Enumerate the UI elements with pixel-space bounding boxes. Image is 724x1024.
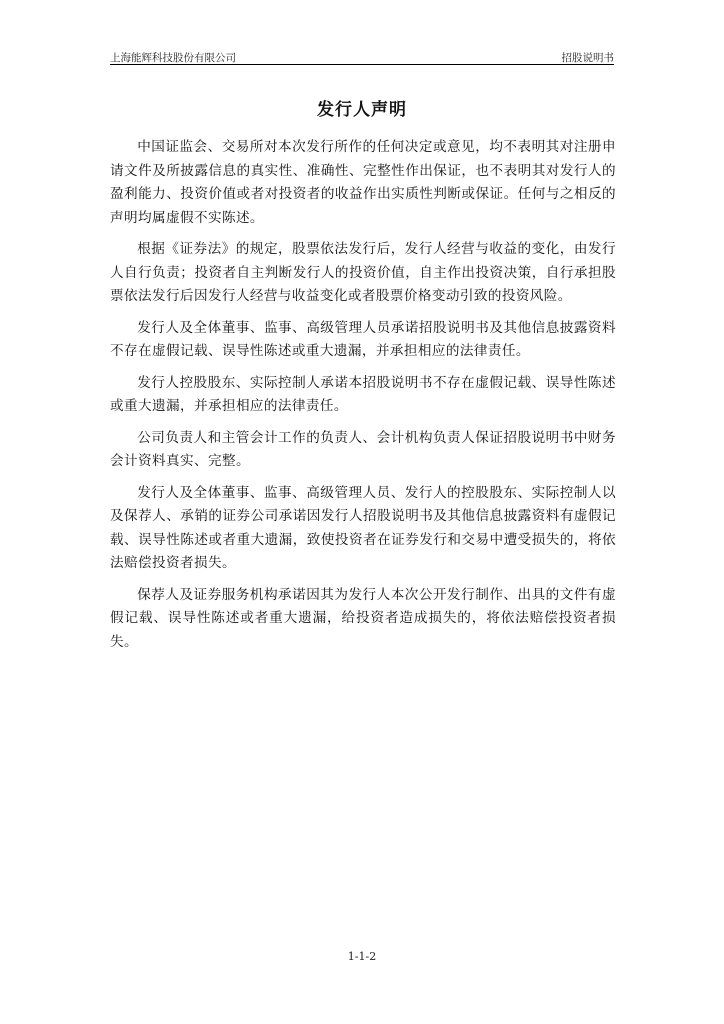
- paragraph-sponsor-commitment: 保荐人及证券服务机构承诺因其为发行人本次公开发行制作、出具的文件有虚假记载、误导性陈述或者重大遗漏，给投资者造成损失的，将依法赔偿投资者损失。: [110, 586, 616, 650]
- page-title: 发行人声明: [317, 100, 407, 120]
- declaration-body: [110, 136, 616, 662]
- paragraph-directors-commitment: 发行人及全体董事、监事、高级管理人员承诺招股说明书及其他信息披露资料不存在虚假记载、误导性陈述或重大遗漏，并承担相应的法律责任。: [110, 319, 616, 359]
- paragraph-regulator-disclaimer: 中国证监会、交易所对本次发行所作的任何决定或意见，均不表明其对注册申请文件及所披露信息的真实性、准确性、完整性作出保证，也不表明其对发行人的盈利能力、投资价值或者对投资者的收益作出实质性判断或保证。任何与之相反的声明均属虚假不实陈述。: [110, 139, 616, 226]
- paragraph-investment-risk: 根据《证券法》的规定，股票依法发行后，发行人经营与收益的变化，由发行人自行负责；投资者自主判断发行人的投资价值，自主作出投资决策，自行承担股票依法发行后因发行人经营与收益变化或者股票价格变动引致的投资风险。: [110, 241, 616, 304]
- header-document-type: 招股说明书: [561, 52, 614, 64]
- paragraph-controlling-shareholder-commitment: 发行人控股股东、实际控制人承诺本招股说明书不存在虚假记载、误导性陈述或重大遗漏，并承担相应的法律责任。: [110, 374, 616, 414]
- paragraph-compensation-commitment: 发行人及全体董事、监事、高级管理人员、发行人的控股股东、实际控制人以及保荐人、承销的证券公司承诺因发行人招股说明书及其他信息披露资料有虚假记载、误导性陈述或者重大遗漏，致使投资者在证券发行和交易中遭受损失的，将依法赔偿投资者损失。: [110, 484, 616, 571]
- header-divider: [110, 64, 614, 65]
- header-company-name: 上海能辉科技股份有限公司: [110, 52, 236, 64]
- page-header: [110, 46, 614, 64]
- page-number: 1-1-2: [347, 950, 377, 963]
- paragraph-financial-data-guarantee: 公司负责人和主管会计工作的负责人、会计机构负责人保证招股说明书中财务会计资料真实、完整。: [110, 429, 616, 469]
